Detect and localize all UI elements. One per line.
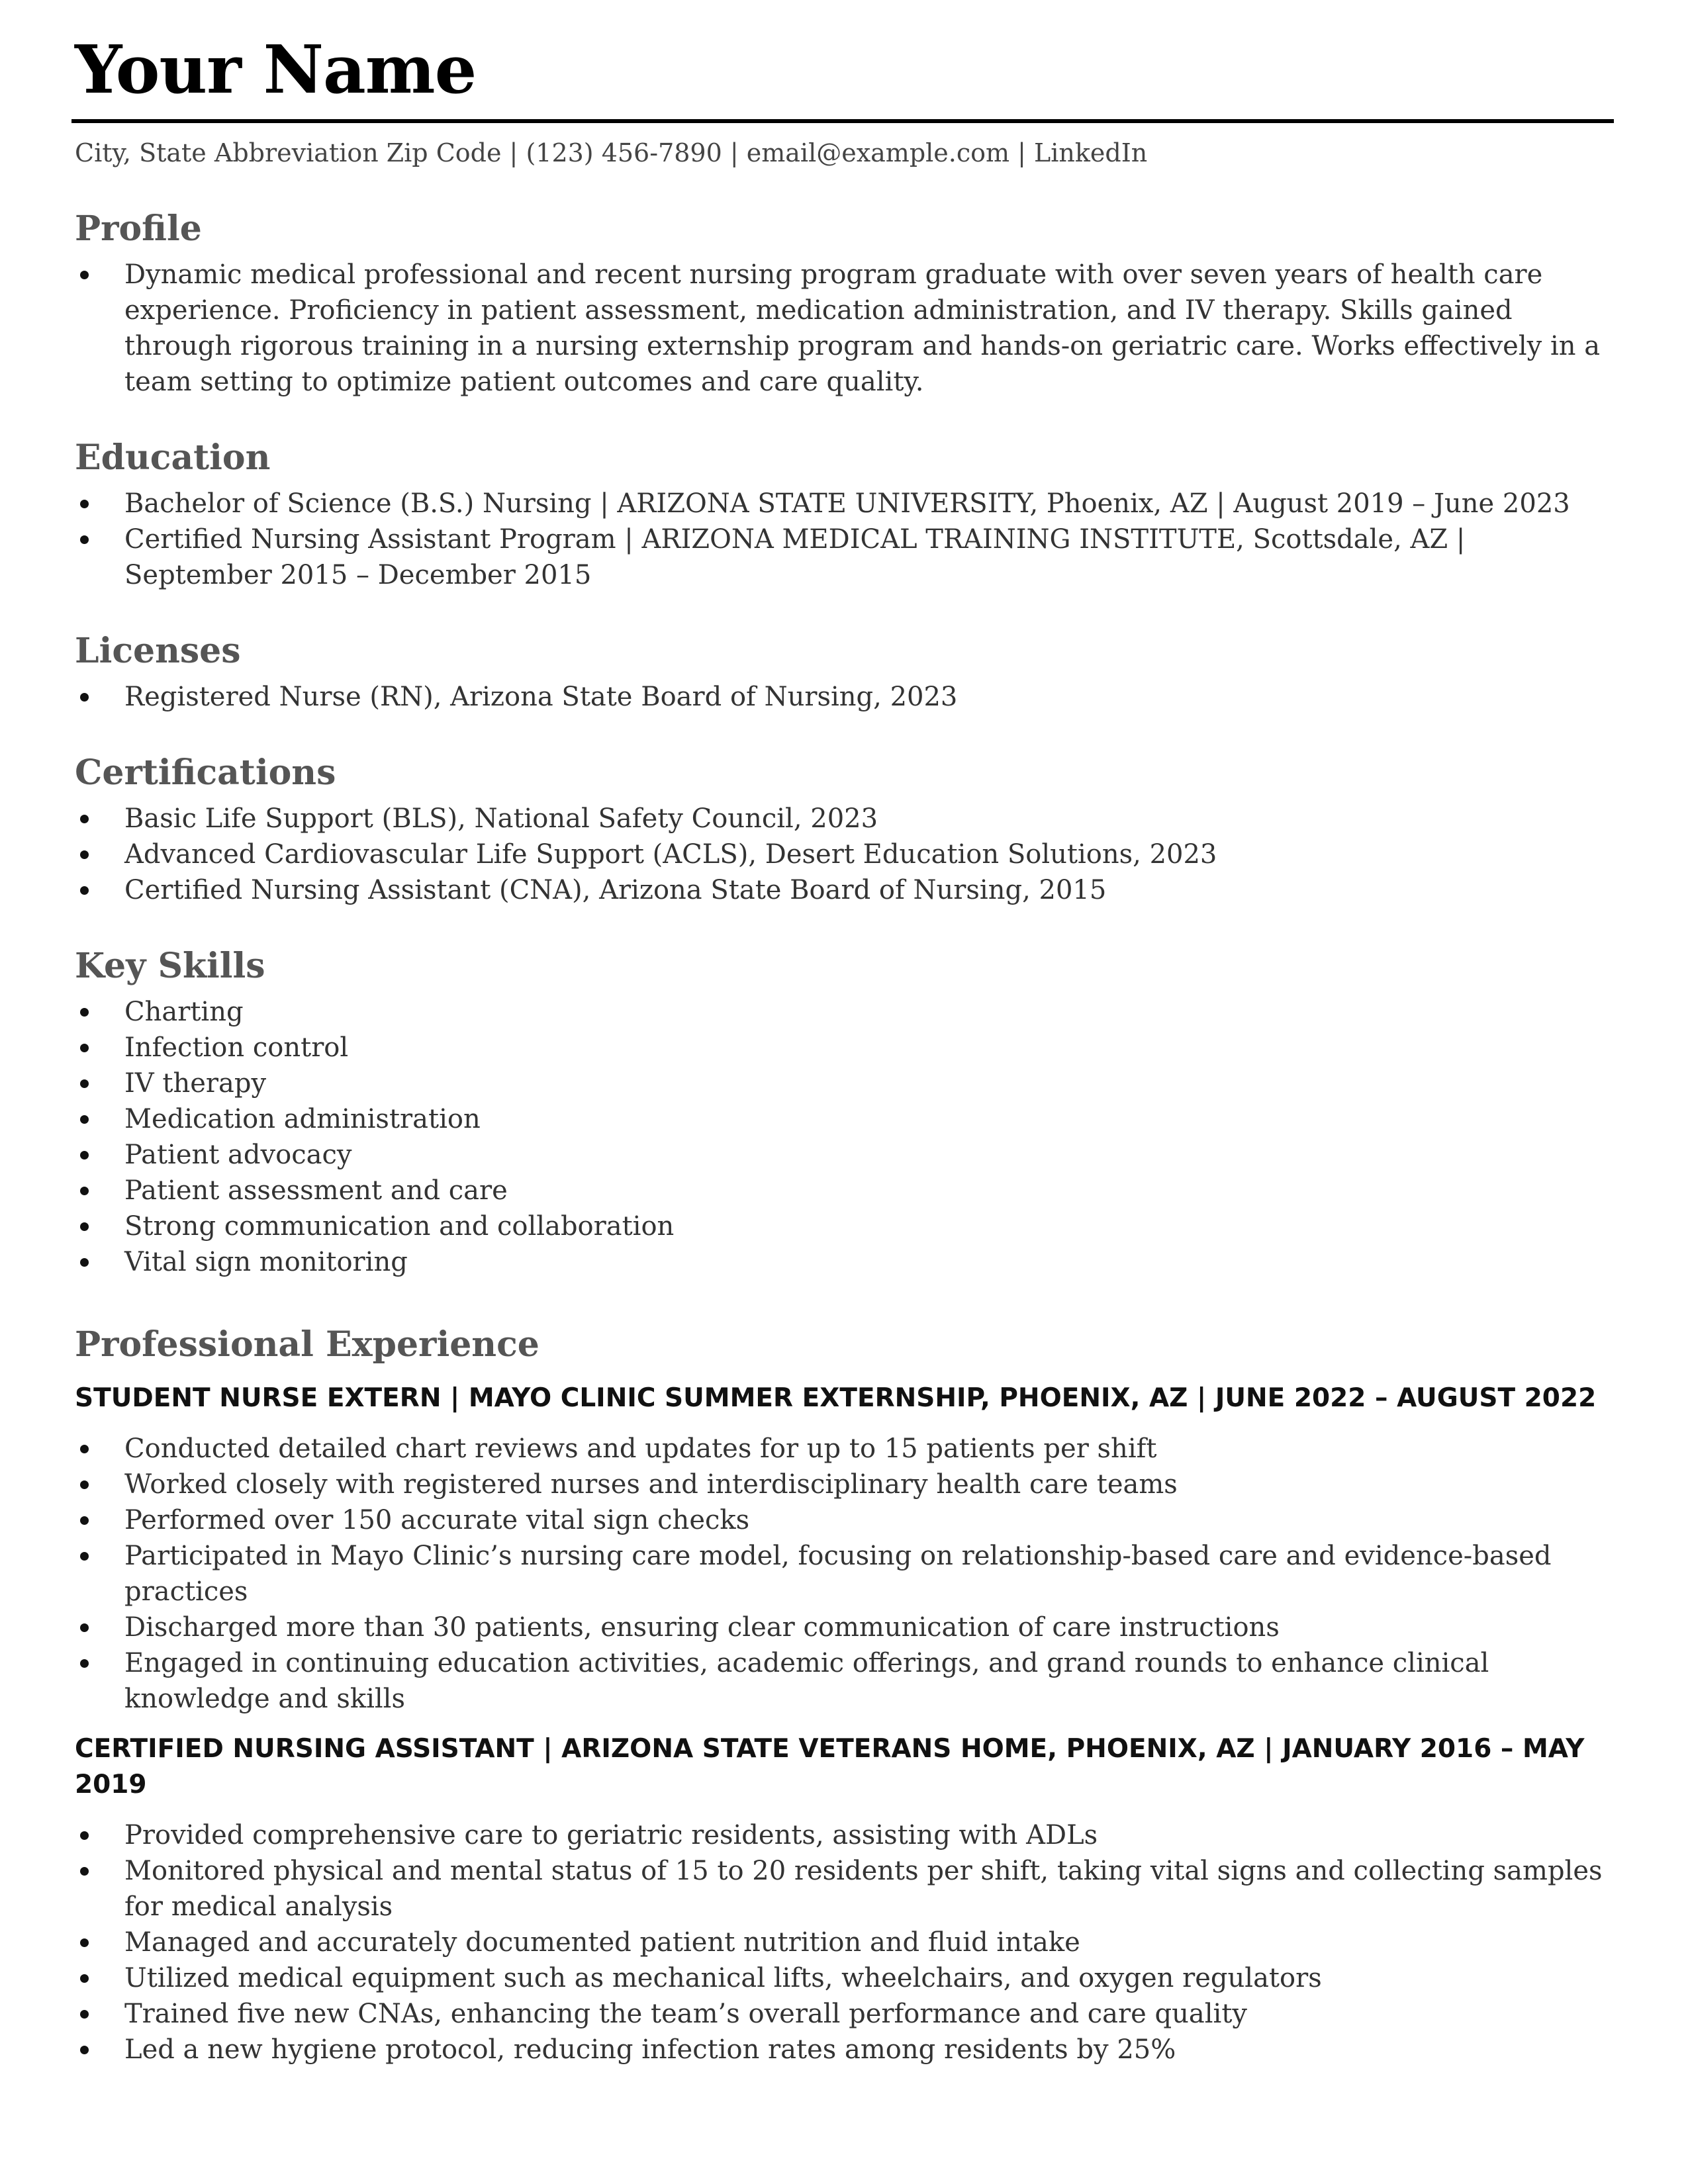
licenses-heading: Licenses bbox=[75, 631, 241, 671]
list-item: Participated in Mayo Clinic’s nursing care model, focusing on relationship-based care and evidence-based practices bbox=[75, 1538, 1617, 1610]
list-item: Trained five new CNAs, enhancing the team’s overall performance and care quality bbox=[75, 1996, 1617, 2032]
list-item: Managed and accurately documented patient nutrition and fluid intake bbox=[75, 1925, 1617, 1960]
list-item: Patient assessment and care bbox=[75, 1173, 1617, 1208]
list-item: Performed over 150 accurate vital sign checks bbox=[75, 1502, 1617, 1538]
certifications-heading: Certifications bbox=[75, 752, 336, 793]
education-heading: Education bbox=[75, 437, 271, 478]
job-heading: STUDENT NURSE EXTERN | MAYO CLINIC SUMMER EXTERNSHIP, PHOENIX, AZ | JUNE 2022 – AUGUST 2022 bbox=[75, 1383, 1597, 1413]
list-item: Basic Life Support (BLS), National Safety Council, 2023 bbox=[75, 801, 1617, 837]
list-item: Medication administration bbox=[75, 1101, 1617, 1137]
skills-heading: Key Skills bbox=[75, 946, 265, 986]
list-item: Utilized medical equipment such as mechanical lifts, wheelchairs, and oxygen regulators bbox=[75, 1960, 1617, 1996]
list-item: Worked closely with registered nurses and interdisciplinary health care teams bbox=[75, 1467, 1617, 1502]
list-item: Engaged in continuing education activities, academic offerings, and grand rounds to enhance clinical knowledge and skills bbox=[75, 1645, 1617, 1717]
education-list bbox=[75, 486, 1617, 593]
list-item: Registered Nurse (RN), Arizona State Board of Nursing, 2023 bbox=[75, 679, 1617, 715]
list-item: Provided comprehensive care to geriatric residents, assisting with ADLs bbox=[75, 1817, 1617, 1853]
list-item: Led a new hygiene protocol, reducing infection rates among residents by 25% bbox=[75, 2032, 1617, 2068]
list-item: Certified Nursing Assistant Program | ARIZONA MEDICAL TRAINING INSTITUTE, Scottsdale, AZ | September 2015 – December 2015 bbox=[75, 522, 1617, 593]
list-item: Conducted detailed chart reviews and updates for up to 15 patients per shift bbox=[75, 1431, 1617, 1467]
profile-heading: Profile bbox=[75, 208, 202, 249]
candidate-name: Your Name bbox=[75, 30, 477, 109]
list-item: Vital sign monitoring bbox=[75, 1244, 1617, 1280]
job-duties-list bbox=[75, 1817, 1617, 2068]
header-divider bbox=[71, 119, 1614, 123]
profile-list bbox=[75, 257, 1617, 400]
job-heading: CERTIFIED NURSING ASSISTANT | ARIZONA STATE VETERANS HOME, PHOENIX, AZ | JANUARY 2016 – MAY 2019 bbox=[75, 1734, 1585, 1799]
list-item: Charting bbox=[75, 994, 1617, 1030]
list-item: IV therapy bbox=[75, 1066, 1617, 1101]
list-item: Bachelor of Science (B.S.) Nursing | ARIZONA STATE UNIVERSITY, Phoenix, AZ | August 2019 – June 2023 bbox=[75, 486, 1617, 522]
licenses-list bbox=[75, 679, 1617, 715]
resume-page bbox=[75, 26, 1617, 2068]
skills-list bbox=[75, 994, 1617, 1280]
experience-heading: Professional Experience bbox=[75, 1324, 539, 1365]
contact-line: City, State Abbreviation Zip Code | (123) 456-7890 | email@example.com | LinkedIn bbox=[75, 138, 1148, 167]
list-item: Strong communication and collaboration bbox=[75, 1208, 1617, 1244]
certifications-list bbox=[75, 801, 1617, 908]
list-item: Dynamic medical professional and recent nursing program graduate with over seven years of health care experience. Proficiency in patient assessment, medication administration, and IV therapy. Skills gained through rigorous training in a nursing externship program and hands-on geriatric care. Works effectively in a team setting to optimize patient outcomes and care quality. bbox=[75, 257, 1617, 400]
list-item: Monitored physical and mental status of 15 to 20 residents per shift, taking vital signs and collecting samples for medical analysis bbox=[75, 1853, 1617, 1925]
list-item: Advanced Cardiovascular Life Support (ACLS), Desert Education Solutions, 2023 bbox=[75, 837, 1617, 872]
list-item: Certified Nursing Assistant (CNA), Arizona State Board of Nursing, 2015 bbox=[75, 872, 1617, 908]
list-item: Discharged more than 30 patients, ensuring clear communication of care instructions bbox=[75, 1610, 1617, 1645]
list-item: Infection control bbox=[75, 1030, 1617, 1066]
list-item: Patient advocacy bbox=[75, 1137, 1617, 1173]
job-duties-list bbox=[75, 1431, 1617, 1717]
